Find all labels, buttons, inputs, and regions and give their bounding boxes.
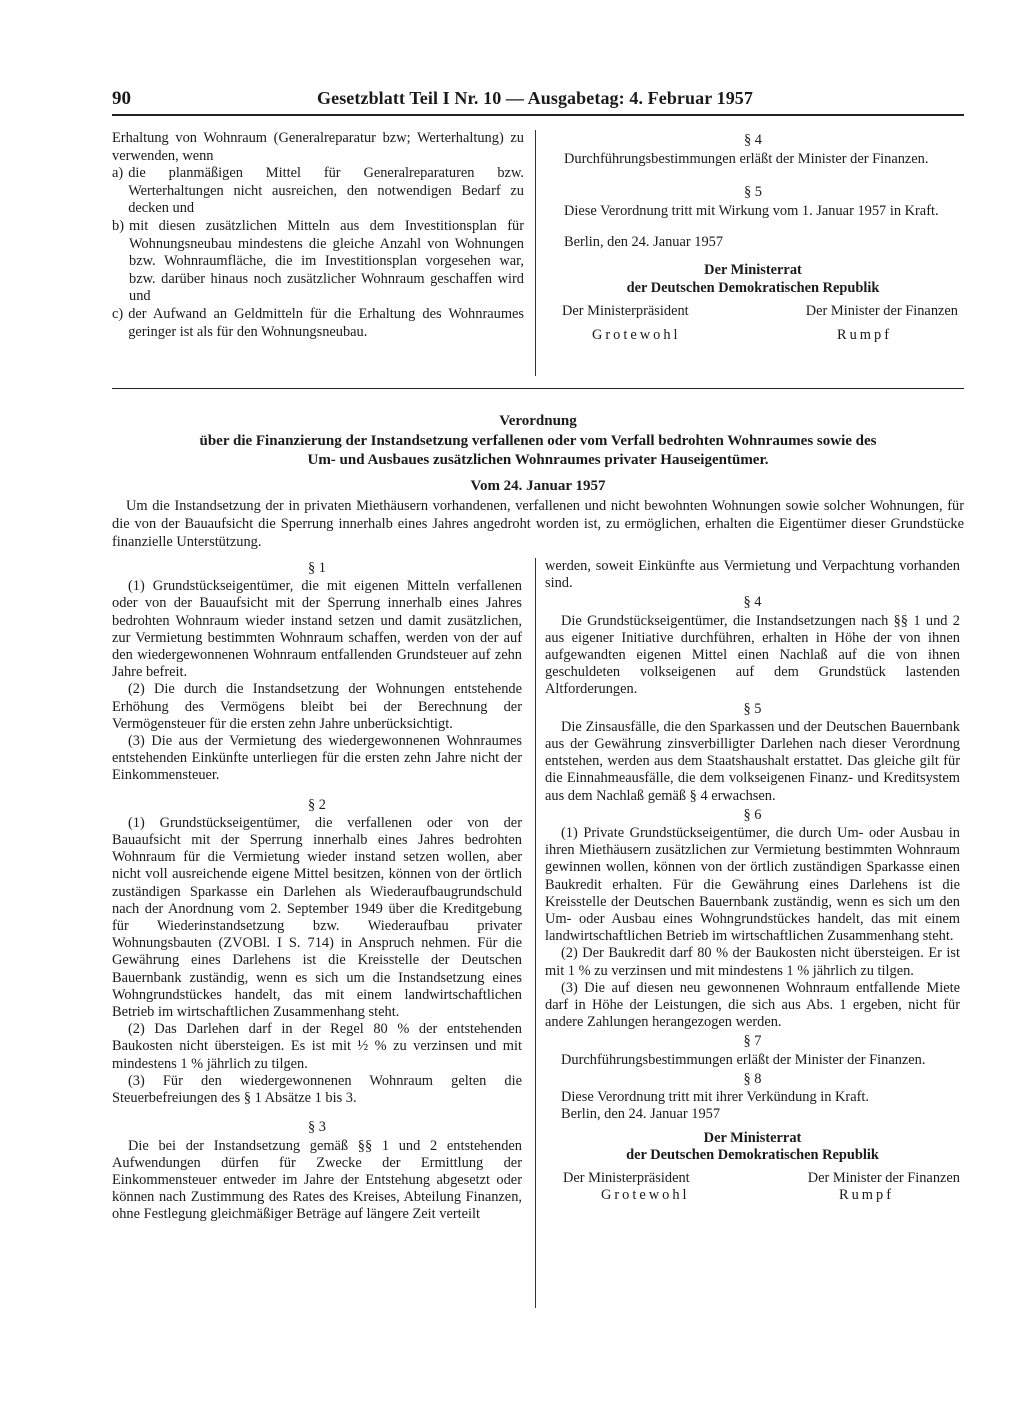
section-heading: § 4 [744, 132, 762, 148]
section-heading: § 1 [308, 560, 326, 576]
continuation-text: Erhaltung von Wohnraum (Generalreparatur bzw; Werterhaltung) zu verwenden, wenn [112, 130, 524, 164]
signatory-name: Grotewohl [601, 1187, 690, 1204]
paragraph: (1) Private Grundstückseigentümer, die durch Um- oder Ausbau in ihren Miethäusern zusätzlichen zur Vermietung bestimmten Wohnraum gewinnen wollen, können von der örtlich zuständigen Sparkasse einen Baukredit erhalten. Für die Gewährung eines Darlehens ist die Kreisstelle der Deutschen Bauernbank zuständig, wenn es sich um den Um- oder Ausbau eines Wohngrundstückes handelt, das mit einem landwirtschaftlichen Betrieb im wirtschaftlichen Zusammenhang steht. [545, 825, 960, 945]
ordinance-preamble: Um die Instandsetzung der in privaten Miethäusern vorhandenen, verfallenen und nicht bewohnten Wohnungen sowie solcher Wohnungen, für die von der Bauaufsicht die Sperrung innerhalb eines Jahres angedroht worden ist, zu ermöglichen, erhalten die Eigentümer dieser Grundstücke finanzielle Unterstützung. [112, 498, 964, 550]
section-heading: § 2 [308, 796, 326, 813]
list-item [112, 165, 524, 218]
section-heading: § 8 [743, 1070, 762, 1087]
signatory-name: Rumpf [837, 326, 892, 343]
ordinance-subtitle: über die Finanzierung der Instandsetzung verfallenen oder vom Verfall bedrohten Wohnraumes sowie des [199, 432, 877, 449]
council-name-sub: der Deutschen Demokratischen Republik [626, 279, 880, 296]
column-divider-upper [535, 130, 536, 376]
signatory-title: Der Ministerpräsident [562, 303, 689, 320]
ordinance-date: Vom 24. Januar 1957 [470, 477, 606, 494]
signatory-name: Rumpf [839, 1187, 894, 1204]
paragraph: Die Grundstückseigentümer, die Instandsetzungen nach §§ 1 und 2 aus eigener Initiative durchführen, erhalten in Höhe der von ihnen aufgewandten eigenen Mittel einen Nachlaß auf die von ihnen geschuldeten volkseigenen auf dem Grundstück lastenden Altforderungen. [545, 612, 960, 698]
ordinance-heading [112, 412, 964, 496]
signatory-name: Grotewohl [592, 326, 681, 343]
paragraph: (2) Die durch die Instandsetzung der Wohnungen entstehende Erhöhung des Vermögens bleibt bei der Berechnung der Vermögensteuer für die ersten zehn Jahre unberücksichtigt. [112, 681, 522, 732]
list-text: mit diesen zusätzlichen Mitteln aus dem Investitionsplan für Wohnungsneubau mindestens die gleiche Anzahl von Wohnungen bzw. Wohnraumfläche, die im Investitionsplan vorgesehen war, bzw. darüber hinaus noch zusätzlicher Wohnraum geschaffen wird und [129, 217, 524, 305]
paragraph: Diese Verordnung tritt mit ihrer Verkündung in Kraft. [561, 1089, 870, 1106]
list-text: der Aufwand an Geldmitteln für die Erhaltung des Wohnraumes geringer ist als für den Wohnungsneubau. [128, 305, 524, 340]
section-text: Diese Verordnung tritt mit Wirkung vom 1. Januar 1957 in Kraft. [564, 202, 939, 219]
section-heading: § 4 [743, 594, 762, 611]
place-date: Berlin, den 24. Januar 1957 [564, 234, 724, 251]
section-heading: § 3 [308, 1119, 326, 1136]
list-label: c) [112, 305, 124, 322]
list-item [112, 306, 524, 341]
paragraph: Durchführungsbestimmungen erläßt der Minister der Finanzen. [561, 1051, 926, 1068]
signature-names [545, 1187, 960, 1204]
upper-left-column [112, 130, 524, 341]
paragraph: werden, soweit Einkünfte aus Vermietung und Verpachtung vorhanden sind. [545, 558, 960, 592]
council-name-sub: der Deutschen Demokratischen Republik [626, 1146, 879, 1163]
section-text: Durchführungsbestimmungen erläßt der Minister der Finanzen. [564, 150, 929, 167]
list-label: a) [112, 165, 124, 182]
upper-right-column [548, 130, 958, 344]
list-text: die planmäßigen Mittel für Generalreparaturen bzw. Werterhaltungen nicht ausreichen, den notwendigen Bedarf zu decken und [128, 165, 524, 217]
page-header [112, 88, 962, 114]
section-heading: § 7 [743, 1033, 762, 1050]
signatory-title: Der Ministerpräsident [563, 1169, 690, 1186]
list-item [112, 218, 524, 306]
signatory-title: Der Minister der Finanzen [805, 303, 958, 320]
paragraph: (1) Grundstückseigentümer, die verfallenen oder von der Bauaufsicht mit der Sperrung innerhalb eines Jahres bedrohten Wohnraum für die Vermietung wieder instand setzen wollen, aber nicht voll ausreichende eigene Mittel besitzen, können von der örtlich zuständigen Sparkasse ein Darlehen als Wiederaufbaugrundschuld nach der Anordnung vom 2. September 1949 über die Kreditgebung für Wiederinstandsetzung bzw. Wiederaufbau privater Wohnungsbauten (ZVOBl. I S. 714) in Anspruch nehmen. Für die Gewährung eines Darlehens ist die Kreisstelle der Deutschen Bauernbank zuständig, wenn es sich um die Instandsetzung eines Wohngrundstückes handelt, das mit einem landwirtschaftlichen Betrieb im wirtschaftlichen Zusammenhang steht. [112, 814, 522, 1021]
paragraph: (3) Für den wiedergewonnenen Wohnraum gelten die Steuerbefreiungen des § 1 Absätze 1 bis 3. [112, 1072, 522, 1107]
section-heading: § 5 [743, 700, 762, 717]
section-heading: § 6 [743, 806, 762, 823]
place-date: Berlin, den 24. Januar 1957 [561, 1106, 721, 1123]
paragraph: (2) Das Darlehen darf in der Regel 80 % der entstehenden Baukosten nicht übersteigen. Es ist mit ½ % zu verzinsen und mit mindestens 1 % jährlich zu tilgen. [112, 1021, 522, 1072]
section-rule [112, 388, 964, 389]
section-heading: § 5 [744, 184, 762, 201]
council-name: Der Ministerrat [703, 1129, 802, 1146]
signature-titles [548, 303, 958, 321]
paragraph: (1) Grundstückseigentümer, die mit eigenen Mitteln verfallenen oder von der Bauaufsicht mit der Sperrung innerhalb eines Jahres bedrohten Wohnraum wieder instand setzen und damit zusätzlichen, zur Vermietung bestimmten Wohnraum schaffen, werden von der auf den wiedergewonnenen Wohnraum entfallenden Grundsteuer auf zehn Jahre befreit. [112, 578, 522, 681]
paragraph: Die bei der Instandsetzung gemäß §§ 1 und 2 entstehenden Aufwendungen dürfen für Zwecke der Ermittlung der Einkommensteuer entweder im Jahre der Entstehung abgesetzt oder können nach Zustimmung des Rates des Kreises, Abteilung Finanzen, ohne Festlegung gleichmäßiger Beträge auf längere Zeit verteilt [112, 1137, 522, 1223]
column-divider-main [535, 558, 536, 1308]
paragraph: (2) Der Baukredit darf 80 % der Baukosten nicht übersteigen. Er ist mit 1 % zu verzinsen und mit mindestens 1 % jährlich zu tilgen. [545, 945, 960, 979]
paragraph: (3) Die auf diesen neu gewonnenen Wohnraum entfallende Miete darf in Höhe der Leistungen, die sich aus Abs. 1 ergeben, nicht für andere Zahlungen herangezogen werden. [545, 979, 960, 1031]
council-name: Der Ministerrat [704, 261, 802, 278]
signatory-title: Der Minister der Finanzen [807, 1169, 960, 1186]
ordinance-subtitle: Um- und Ausbaues zusätzlichen Wohnraumes privater Hauseigentümer. [307, 452, 769, 468]
signature-names [548, 327, 958, 345]
page-number: 90 [112, 88, 131, 109]
gazette-title: Gesetzblatt Teil I Nr. 10 — Ausgabetag: 4. Februar 1957 [317, 88, 753, 108]
paragraph: (3) Die aus der Vermietung des wiedergewonnenen Wohnraumes entstehenden Einkünfte unterliegen für die ersten zehn Jahre nicht der Einkommensteuer. [112, 733, 522, 784]
main-left-column [112, 558, 522, 1224]
main-right-column [545, 558, 960, 1204]
list-label: b) [112, 217, 124, 234]
signature-titles [545, 1170, 960, 1187]
header-rule [112, 114, 964, 116]
ordinance-title: Verordnung [499, 413, 577, 429]
paragraph: Die Zinsausfälle, die den Sparkassen und der Deutschen Bauernbank aus der Gewährung zinsverbilligter Darlehen nach dieser Verordnung entstehen, werden aus dem Staatshaushalt erstattet. Das gleiche gilt für die Einnahmeausfälle, die dem volkseigenen Finanz- und Kreditsystem aus dem Nachlaß gemäß § 4 erwachsen. [545, 718, 960, 804]
